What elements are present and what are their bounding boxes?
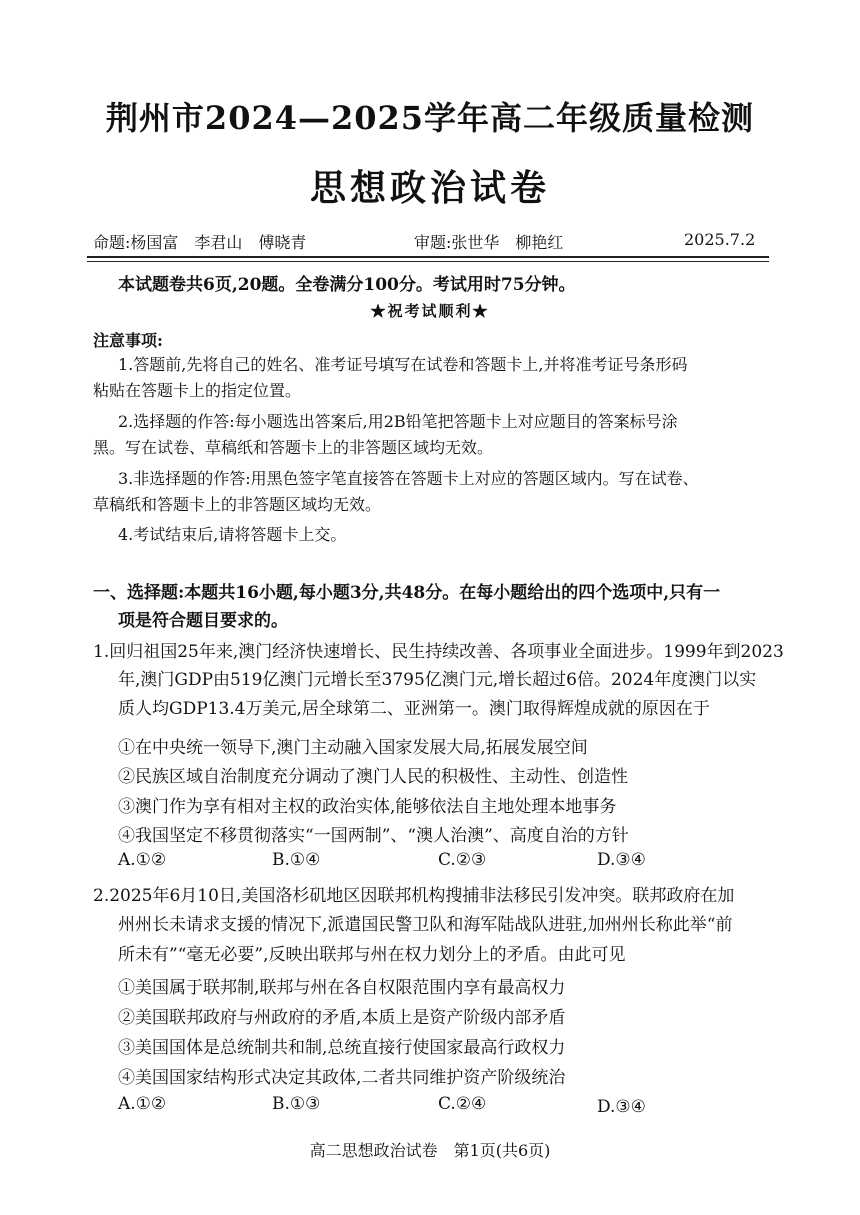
header-rule-thin bbox=[87, 261, 769, 262]
q2-item: ③美国国体是总统制共和制,总统直接行使国家最高行政权力 bbox=[118, 1038, 566, 1058]
notice-line: 黑。写在试卷、草稿纸和答题卡上的非答题区域均无效。 bbox=[93, 438, 494, 457]
q1-item: ②民族区域自治制度充分调动了澳门人民的积极性、主动性、创造性 bbox=[118, 767, 628, 787]
notice-line: 2.选择题的作答:每小题选出答案后,用2B铅笔把答题卡上对应题目的答案标号涂 bbox=[118, 412, 678, 431]
page-footer: 高二思想政治试卷 第1页(共6页) bbox=[309, 1141, 551, 1160]
q1-stem: 质人均GDP13.4万美元,居全球第二、亚洲第一。澳门取得辉煌成就的原因在于 bbox=[118, 699, 710, 719]
exam-title: 荆州市2024—2025学年高二年级质量检测 bbox=[105, 99, 755, 137]
q1-stem: 1.回归祖国25年来,澳门经济快速增长、民生持续改善、各项事业全面进步。1999年到2023 bbox=[93, 642, 784, 662]
notice-line: 1.答题前,先将自己的姓名、准考证号填写在试卷和答题卡上,并将准考证号条形码 bbox=[118, 355, 688, 374]
q1-stem: 年,澳门GDP由519亿澳门元增长至3795亿澳门元,增长超过6倍。2024年度澳门以实 bbox=[118, 670, 757, 690]
q2-stem: 所未有”“毫无必要”,反映出联邦与州在权力划分上的矛盾。由此可见 bbox=[118, 945, 626, 965]
notice-line: 4.考试结束后,请将答题卡上交。 bbox=[118, 525, 347, 544]
exam-subtitle: 思想政治试卷 bbox=[309, 167, 550, 209]
notice-line: 3.非选择题的作答:用黑色签字笔直接答在答题卡上对应的答题区域内。写在试卷、 bbox=[118, 469, 699, 488]
exam-info: 本试题卷共6页,20题。全卷满分100分。考试用时75分钟。 bbox=[118, 275, 576, 295]
reviewers: 审题:张世华 柳艳红 bbox=[414, 233, 564, 252]
section-heading-cont: 项是符合题目要求的。 bbox=[118, 611, 288, 631]
q1-option-d: D.③④ bbox=[597, 850, 646, 870]
notice-line: 草稿纸和答题卡上的非答题区域均无效。 bbox=[93, 495, 382, 514]
q2-item: ②美国联邦政府与州政府的矛盾,本质上是资产阶级内部矛盾 bbox=[118, 1008, 566, 1028]
exam-date: 2025.7.2 bbox=[684, 230, 756, 249]
notice-title: 注意事项: bbox=[93, 331, 163, 350]
q2-stem: 州州长未请求支援的情况下,派遣国民警卫队和海军陆战队进驻,加州州长称此举“前 bbox=[118, 915, 733, 935]
q1-item: ③澳门作为享有相对主权的政治实体,能够依法自主地处理本地事务 bbox=[118, 797, 617, 817]
authors: 命题:杨国富 李君山 傅晓青 bbox=[93, 233, 307, 252]
q1-option-b: B.①④ bbox=[272, 850, 321, 870]
q2-option-d: D.③④ bbox=[597, 1097, 646, 1117]
q2-item: ④美国国家结构形式决定其政体,二者共同维护资产阶级统治 bbox=[118, 1068, 566, 1088]
q1-option-c: C.②③ bbox=[438, 850, 487, 870]
header-rule-thick bbox=[87, 256, 769, 258]
q2-option-b: B.①③ bbox=[272, 1094, 321, 1114]
q2-option-a: A.①② bbox=[118, 1094, 167, 1114]
q2-item: ①美国属于联邦制,联邦与州在各自权限范围内享有最高权力 bbox=[118, 978, 566, 998]
good-luck-banner: ★祝考试顺利★ bbox=[370, 302, 490, 320]
q1-item: ①在中央统一领导下,澳门主动融入国家发展大局,拓展发展空间 bbox=[118, 738, 588, 758]
q1-item: ④我国坚定不移贯彻落实“一国两制”、“澳人治澳”、高度自治的方针 bbox=[118, 826, 629, 846]
q2-stem: 2.2025年6月10日,美国洛杉矶地区因联邦机构搜捕非法移民引发冲突。联邦政府在加 bbox=[93, 886, 735, 906]
q1-option-a: A.①② bbox=[118, 850, 167, 870]
notice-line: 粘贴在答题卡上的指定位置。 bbox=[93, 381, 302, 400]
section-heading: 一、选择题:本题共16小题,每小题3分,共48分。在每小题给出的四个选项中,只有一 bbox=[93, 583, 721, 603]
q2-option-c: C.②④ bbox=[438, 1094, 487, 1114]
